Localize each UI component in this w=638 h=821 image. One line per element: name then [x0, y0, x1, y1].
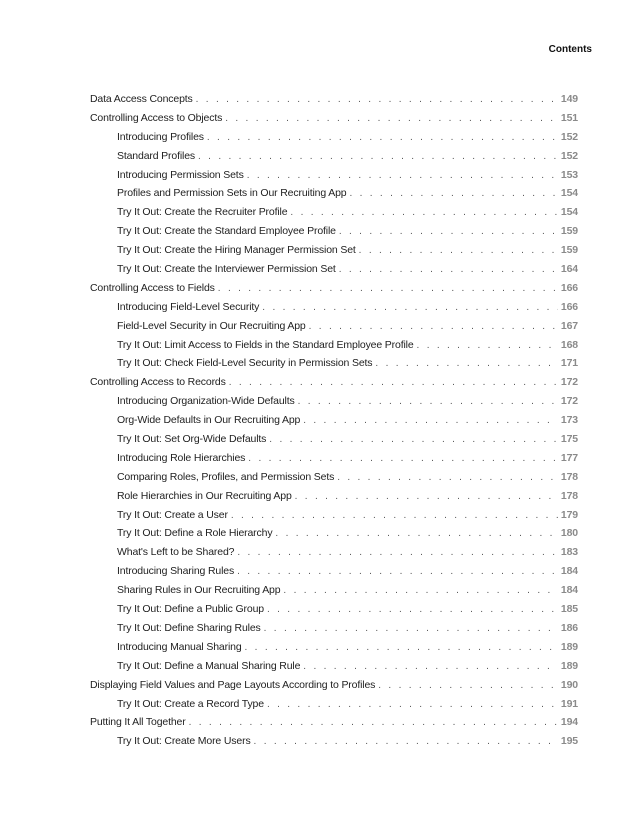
toc-entry-title: Introducing Permission Sets: [117, 168, 244, 181]
toc-page-number: 152: [560, 149, 578, 162]
toc-dot-leader: [189, 714, 558, 733]
toc-dot-leader: [283, 582, 558, 601]
toc-entry-title: What's Left to be Shared?: [117, 546, 235, 559]
toc-page-number: 180: [560, 527, 578, 540]
toc-dot-leader: [303, 658, 558, 677]
toc-entry-title: Try It Out: Limit Access to Fields in the Standard Employee Profile: [117, 338, 414, 351]
toc-section-entry[interactable]: [90, 373, 578, 392]
toc-page-number: 149: [560, 93, 578, 105]
toc-page-number: 154: [560, 206, 578, 219]
toc-subsection-entry[interactable]: [90, 317, 578, 336]
toc-subsection-entry[interactable]: [90, 487, 578, 506]
toc-subsection-entry[interactable]: [90, 638, 578, 657]
toc-page-number: 167: [560, 319, 578, 332]
toc-subsection-entry[interactable]: [90, 600, 578, 619]
toc-dot-leader: [269, 431, 558, 450]
toc-page-number: 154: [560, 187, 578, 200]
toc-dot-leader: [303, 412, 558, 431]
toc-dot-leader: [264, 620, 558, 639]
toc-page-number: 164: [560, 263, 578, 276]
toc-page-number: 159: [560, 225, 578, 238]
toc-page-number: 194: [560, 716, 578, 729]
toc-page-number: 168: [560, 338, 578, 351]
toc-subsection-entry[interactable]: [90, 562, 578, 581]
toc-dot-leader: [218, 280, 558, 299]
toc-dot-leader: [267, 696, 558, 715]
toc-subsection-entry[interactable]: [90, 128, 578, 147]
toc-dot-leader: [237, 544, 558, 563]
toc-entry-title: Try It Out: Create More Users: [117, 735, 251, 748]
toc-subsection-entry[interactable]: [90, 241, 578, 260]
toc-page-number: 151: [560, 111, 578, 124]
toc-entry-title: Comparing Roles, Profiles, and Permission Sets: [117, 470, 335, 483]
toc-entry-title: Try It Out: Set Org-Wide Defaults: [117, 433, 267, 446]
toc-page-number: 159: [560, 244, 578, 257]
toc-section-entry[interactable]: [90, 676, 578, 695]
toc-entry-title: Role Hierarchies in Our Recruiting App: [117, 489, 292, 502]
toc-entry-title: Data Access Concepts: [90, 93, 193, 105]
table-of-contents: [90, 90, 578, 751]
toc-section-entry[interactable]: [90, 109, 578, 128]
toc-dot-leader: [196, 91, 558, 110]
toc-entry-title: Introducing Field-Level Security: [117, 300, 260, 313]
toc-subsection-entry[interactable]: [90, 184, 578, 203]
toc-entry-title: Putting It All Together: [90, 716, 186, 729]
toc-entry-title: Controlling Access to Fields: [90, 281, 215, 294]
toc-entry-title: Controlling Access to Objects: [90, 111, 223, 124]
toc-dot-leader: [378, 677, 558, 696]
toc-page-number: 166: [560, 281, 578, 294]
toc-subsection-entry[interactable]: [90, 657, 578, 676]
toc-entry-title: Try It Out: Create the Hiring Manager Permission Set: [117, 244, 356, 257]
toc-dot-leader: [275, 525, 558, 544]
toc-page-number: 172: [560, 395, 578, 408]
toc-section-entry[interactable]: [90, 713, 578, 732]
toc-dot-leader: [309, 318, 558, 337]
toc-entry-title: Introducing Organization-Wide Defaults: [117, 395, 295, 408]
toc-entry-title: Introducing Profiles: [117, 130, 204, 143]
toc-page-number: 179: [560, 508, 578, 521]
toc-dot-leader: [207, 129, 558, 148]
toc-dot-leader: [298, 393, 558, 412]
toc-dot-leader: [267, 601, 558, 620]
toc-page-number: 195: [560, 735, 578, 748]
toc-subsection-entry[interactable]: [90, 260, 578, 279]
toc-dot-leader: [359, 242, 558, 261]
toc-subsection-entry[interactable]: [90, 581, 578, 600]
toc-page-number: 189: [560, 659, 578, 672]
toc-page-number: 178: [560, 470, 578, 483]
toc-entry-title: Standard Profiles: [117, 149, 195, 162]
toc-dot-leader: [245, 639, 558, 658]
toc-entry-title: Field-Level Security in Our Recruiting App: [117, 319, 306, 332]
toc-entry-title: Try It Out: Check Field-Level Security in Permission Sets: [117, 357, 373, 370]
toc-page-number: 177: [560, 451, 578, 464]
toc-dot-leader: [375, 355, 558, 374]
toc-entry-title: Try It Out: Define a Public Group: [117, 603, 264, 616]
toc-entry-title: Try It Out: Define a Role Hierarchy: [117, 527, 273, 540]
toc-page-number: 173: [560, 414, 578, 427]
toc-dot-leader: [229, 374, 558, 393]
toc-subsection-entry[interactable]: [90, 543, 578, 562]
toc-page-number: 189: [560, 640, 578, 653]
toc-subsection-entry[interactable]: [90, 619, 578, 638]
toc-subsection-entry[interactable]: [90, 468, 578, 487]
toc-subsection-entry[interactable]: [90, 336, 578, 355]
toc-dot-leader: [237, 563, 558, 582]
toc-page-number: 184: [560, 584, 578, 597]
toc-dot-leader: [290, 204, 558, 223]
toc-entry-title: Controlling Access to Records: [90, 376, 226, 389]
toc-dot-leader: [225, 110, 558, 129]
toc-page-number: 186: [560, 621, 578, 634]
toc-subsection-entry[interactable]: [90, 695, 578, 714]
toc-entry-title: Try It Out: Define a Manual Sharing Rule: [117, 659, 301, 672]
toc-dot-leader: [339, 261, 558, 280]
toc-subsection-entry[interactable]: [90, 392, 578, 411]
toc-subsection-entry[interactable]: [90, 506, 578, 525]
toc-dot-leader: [339, 223, 558, 242]
toc-section-entry[interactable]: [90, 279, 578, 298]
toc-section-entry[interactable]: [90, 90, 578, 109]
toc-entry-title: Try It Out: Create the Interviewer Permission Set: [117, 263, 336, 276]
toc-subsection-entry[interactable]: [90, 354, 578, 373]
toc-page-number: 171: [560, 357, 578, 370]
toc-page-number: 175: [560, 433, 578, 446]
toc-entry-title: Org-Wide Defaults in Our Recruiting App: [117, 414, 301, 427]
toc-page-number: 152: [560, 130, 578, 143]
toc-entry-title: Introducing Manual Sharing: [117, 640, 242, 653]
toc-entry-title: Profiles and Permission Sets in Our Recruiting App: [117, 187, 347, 200]
toc-page-number: 153: [560, 168, 578, 181]
toc-dot-leader: [248, 450, 558, 469]
toc-dot-leader: [262, 299, 558, 318]
toc-subsection-entry[interactable]: [90, 147, 578, 166]
toc-entry-title: Try It Out: Define Sharing Rules: [117, 621, 261, 634]
toc-entry-title: Try It Out: Create a User: [117, 508, 228, 521]
toc-entry-title: Displaying Field Values and Page Layouts According to Profiles: [90, 678, 376, 691]
toc-subsection-entry[interactable]: [90, 732, 578, 751]
toc-dot-leader: [198, 148, 558, 167]
toc-page-number: 172: [560, 376, 578, 389]
toc-page-number: 178: [560, 489, 578, 502]
toc-dot-leader: [247, 167, 558, 186]
toc-subsection-entry[interactable]: [90, 298, 578, 317]
toc-entry-title: Try It Out: Create the Standard Employee Profile: [117, 225, 336, 238]
toc-dot-leader: [295, 488, 558, 507]
toc-dot-leader: [254, 733, 558, 752]
toc-subsection-entry[interactable]: [90, 222, 578, 241]
toc-page-number: 183: [560, 546, 578, 559]
toc-entry-title: Try It Out: Create the Recruiter Profile: [117, 206, 288, 219]
toc-entry-title: Introducing Role Hierarchies: [117, 451, 246, 464]
toc-subsection-entry[interactable]: [90, 524, 578, 543]
toc-dot-leader: [231, 507, 558, 526]
toc-dot-leader: [417, 337, 558, 356]
toc-page-number: 184: [560, 565, 578, 578]
toc-subsection-entry[interactable]: [90, 203, 578, 222]
toc-entry-title: Introducing Sharing Rules: [117, 565, 235, 578]
page-header-title: Contents: [548, 44, 592, 55]
toc-page-number: 191: [560, 697, 578, 710]
toc-entry-title: Try It Out: Create a Record Type: [117, 697, 264, 710]
toc-entry-title: Sharing Rules in Our Recruiting App: [117, 584, 281, 597]
toc-page-number: 166: [560, 300, 578, 313]
toc-dot-leader: [337, 469, 558, 488]
toc-subsection-entry[interactable]: [90, 166, 578, 185]
toc-subsection-entry[interactable]: [90, 430, 578, 449]
toc-page-number: 185: [560, 603, 578, 616]
toc-dot-leader: [349, 185, 557, 204]
toc-page-number: 190: [560, 678, 578, 691]
toc-subsection-entry[interactable]: [90, 411, 578, 430]
toc-subsection-entry[interactable]: [90, 449, 578, 468]
